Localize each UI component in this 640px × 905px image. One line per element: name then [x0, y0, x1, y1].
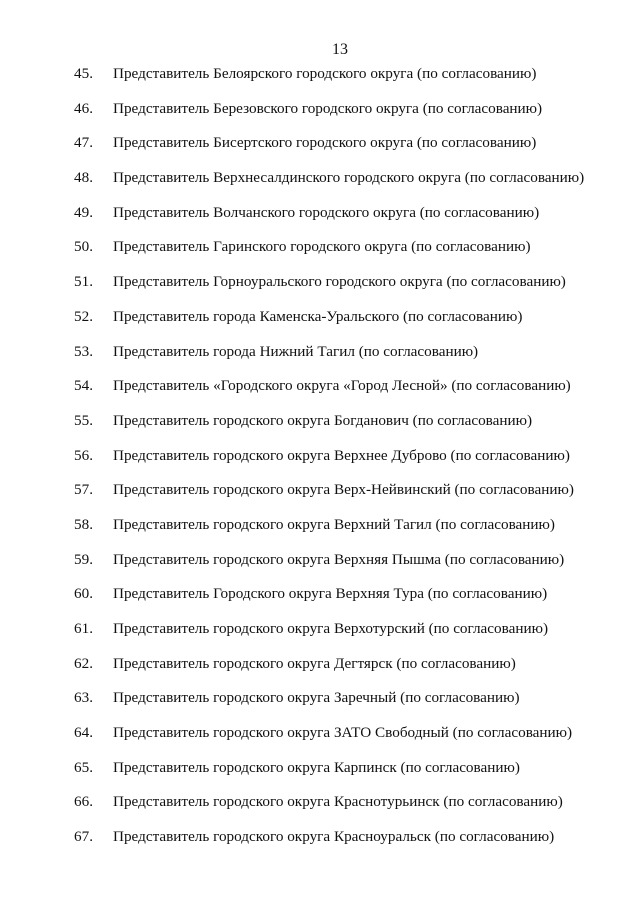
item-text: Представитель города Каменска-Уральского (по согласованию)	[113, 307, 523, 325]
item-text: Представитель городского округа Верхнее Дуброво (по согласованию)	[113, 446, 570, 464]
item-number: 64.	[74, 724, 93, 742]
list-item	[0, 686, 640, 721]
item-text: Представитель городского округа Красноуральск (по согласованию)	[113, 828, 555, 846]
item-number: 65.	[74, 758, 93, 776]
item-text: Представитель городского округа Верхний Тагил (по согласованию)	[113, 515, 555, 533]
item-text: Представитель Волчанского городского округа (по согласованию)	[113, 203, 540, 221]
list-item	[0, 131, 640, 166]
list-item	[0, 409, 640, 444]
item-number: 66.	[74, 793, 93, 811]
item-text: Представитель Городского округа Верхняя Тура (по согласованию)	[113, 585, 548, 603]
item-text: Представитель Верхнесалдинского городского округа (по согласованию)	[113, 169, 585, 187]
item-text: Представитель городского округа Верх-Нейвинский (по согласованию)	[113, 481, 574, 499]
item-number: 63.	[74, 689, 93, 707]
item-text: Представитель Гаринского городского округа (по согласованию)	[113, 238, 531, 256]
list-item	[0, 374, 640, 409]
list-item	[0, 825, 640, 860]
item-number: 47.	[74, 134, 93, 152]
list-item	[0, 582, 640, 617]
list-item	[0, 513, 640, 548]
item-number: 59.	[74, 550, 93, 568]
item-text: Представитель городского округа ЗАТО Свободный (по согласованию)	[113, 724, 573, 742]
item-number: 67.	[74, 828, 93, 846]
item-text: Представитель городского округа Карпинск (по согласованию)	[113, 758, 520, 776]
item-text: Представитель городского округа Дегтярск (по согласованию)	[113, 654, 516, 672]
item-text: Представитель города Нижний Тагил (по согласованию)	[113, 342, 479, 360]
list-item	[0, 305, 640, 340]
item-number: 45.	[74, 65, 93, 82]
item-text: Представитель городского округа Верхняя Пышма (по согласованию)	[113, 550, 565, 568]
item-number: 49.	[74, 203, 93, 221]
list-item	[0, 756, 640, 791]
item-text: Представитель городского округа Краснотурьинск (по согласованию)	[113, 793, 563, 811]
list-item	[0, 97, 640, 132]
list-item	[0, 270, 640, 305]
list-item	[0, 201, 640, 236]
representatives-list	[0, 62, 640, 860]
item-text: Представитель Горноуральского городского округа (по согласованию)	[113, 273, 566, 291]
item-number: 53.	[74, 342, 93, 360]
list-item	[0, 166, 640, 201]
item-number: 58.	[74, 515, 93, 533]
list-item	[0, 235, 640, 270]
item-number: 52.	[74, 307, 93, 325]
item-text: Представитель «Городского округа «Город Лесной» (по согласованию)	[113, 377, 571, 395]
item-number: 54.	[74, 377, 93, 395]
item-text: Представитель Белоярского городского округа (по согласованию)	[113, 65, 537, 82]
list-item	[0, 340, 640, 375]
list-item	[0, 444, 640, 479]
list-item	[0, 652, 640, 687]
list-item	[0, 721, 640, 756]
item-number: 55.	[74, 411, 93, 429]
list-item	[0, 617, 640, 652]
item-text: Представитель Березовского городского округа (по согласованию)	[113, 99, 543, 117]
item-text: Представитель городского округа Богданович (по согласованию)	[113, 411, 533, 429]
item-number: 48.	[74, 169, 93, 187]
page-number: 13	[332, 41, 348, 58]
item-text: Представитель городского округа Заречный (по согласованию)	[113, 689, 520, 707]
item-number: 60.	[74, 585, 93, 603]
item-number: 62.	[74, 654, 93, 672]
item-number: 51.	[74, 273, 93, 291]
list-item	[0, 548, 640, 583]
item-number: 50.	[74, 238, 93, 256]
item-text: Представитель городского округа Верхотурский (по согласованию)	[113, 620, 549, 637]
item-number: 46.	[74, 99, 93, 117]
list-item	[0, 478, 640, 513]
item-text: Представитель Бисертского городского округа (по согласованию)	[113, 134, 537, 152]
list-item	[0, 62, 640, 97]
list-item	[0, 790, 640, 825]
item-number: 57.	[74, 481, 93, 499]
item-number: 56.	[74, 446, 93, 464]
item-number: 61.	[74, 620, 93, 637]
